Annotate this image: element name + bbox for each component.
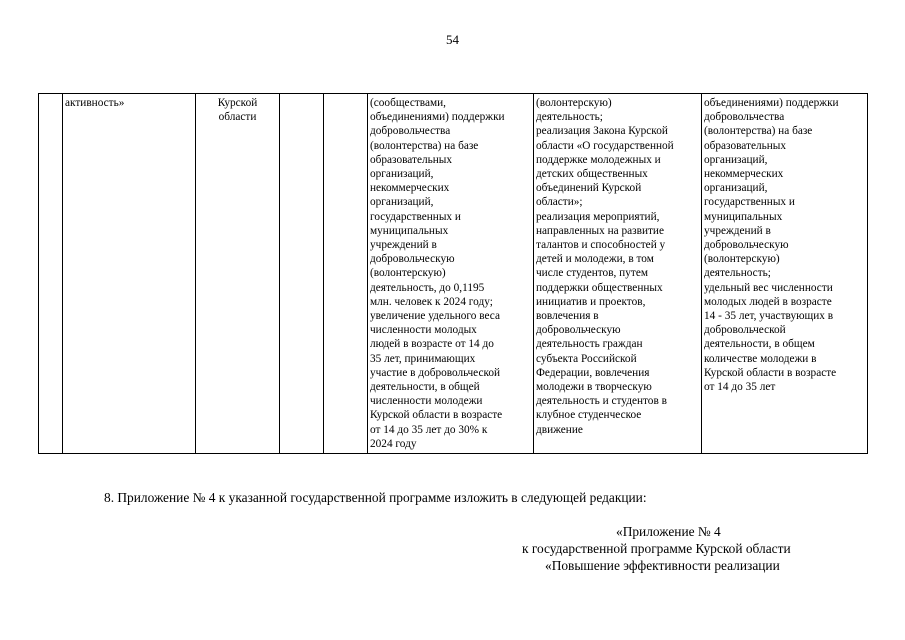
page-number: 54 (446, 32, 459, 47)
table-cell-name: активность» (63, 94, 196, 454)
table-row (39, 94, 868, 454)
amendment-paragraph: 8. Приложение № 4 к указанной государственной программе изложить в следующей редакции: (104, 490, 647, 505)
table-cell-expected-result: (сообществами, объединениями) поддержки добровольчества (волонтерства) на базе образовательных организаций, некоммерческих организаций, государственных и муниципальных учреждений в добровольческую (волонтерскую) деятельность, до 0,1195 млн. человек к 2024 году; увеличение удельного веса численности молодых людей в возрасте от 14 до 35 лет, принимающих участие в добровольческой деятельности, в общей численности молодежи Курской области в возрасте от 14 до 35 лет до 30% к 2024 году (368, 94, 534, 454)
appendix-line: «Приложение № 4 (616, 524, 721, 539)
table-cell-executor: Курской области (196, 94, 280, 454)
appendix-line: к государственной программе Курской области (522, 541, 791, 556)
program-table (38, 93, 868, 454)
table-cell-indicators: объединениями) поддержки добровольчества (волонтерства) на базе образовательных организаций, некоммерческих организаций, государственных и муниципальных учреждений в добровольческую (волонтерскую) деятельность; удельный вес численности молодых людей в возрасте 14 - 35 лет, участвующих в добровольческой деятельности, в общем количестве молодежи в Курской области в возрасте от 14 до 35 лет (702, 94, 868, 454)
table-cell-number (39, 94, 63, 454)
appendix-line: «Повышение эффективности реализации (545, 558, 780, 573)
table-cell-start (280, 94, 324, 454)
table-cell-main-activities: (волонтерскую) деятельность; реализация Закона Курской области «О государственной поддержке молодежных и детских общественных объединений Курской области»; реализация мероприятий, направленных на развитие талантов и способностей у детей и молодежи, в том числе студентов, путем поддержки общественных инициатив и проектов, вовлечения в добровольческую деятельность граждан субъекта Российской Федерации, вовлечения молодежи в творческую деятельность и студентов в клубное студенческое движение (534, 94, 702, 454)
appendix-heading (440, 523, 905, 574)
table-cell-end (324, 94, 368, 454)
